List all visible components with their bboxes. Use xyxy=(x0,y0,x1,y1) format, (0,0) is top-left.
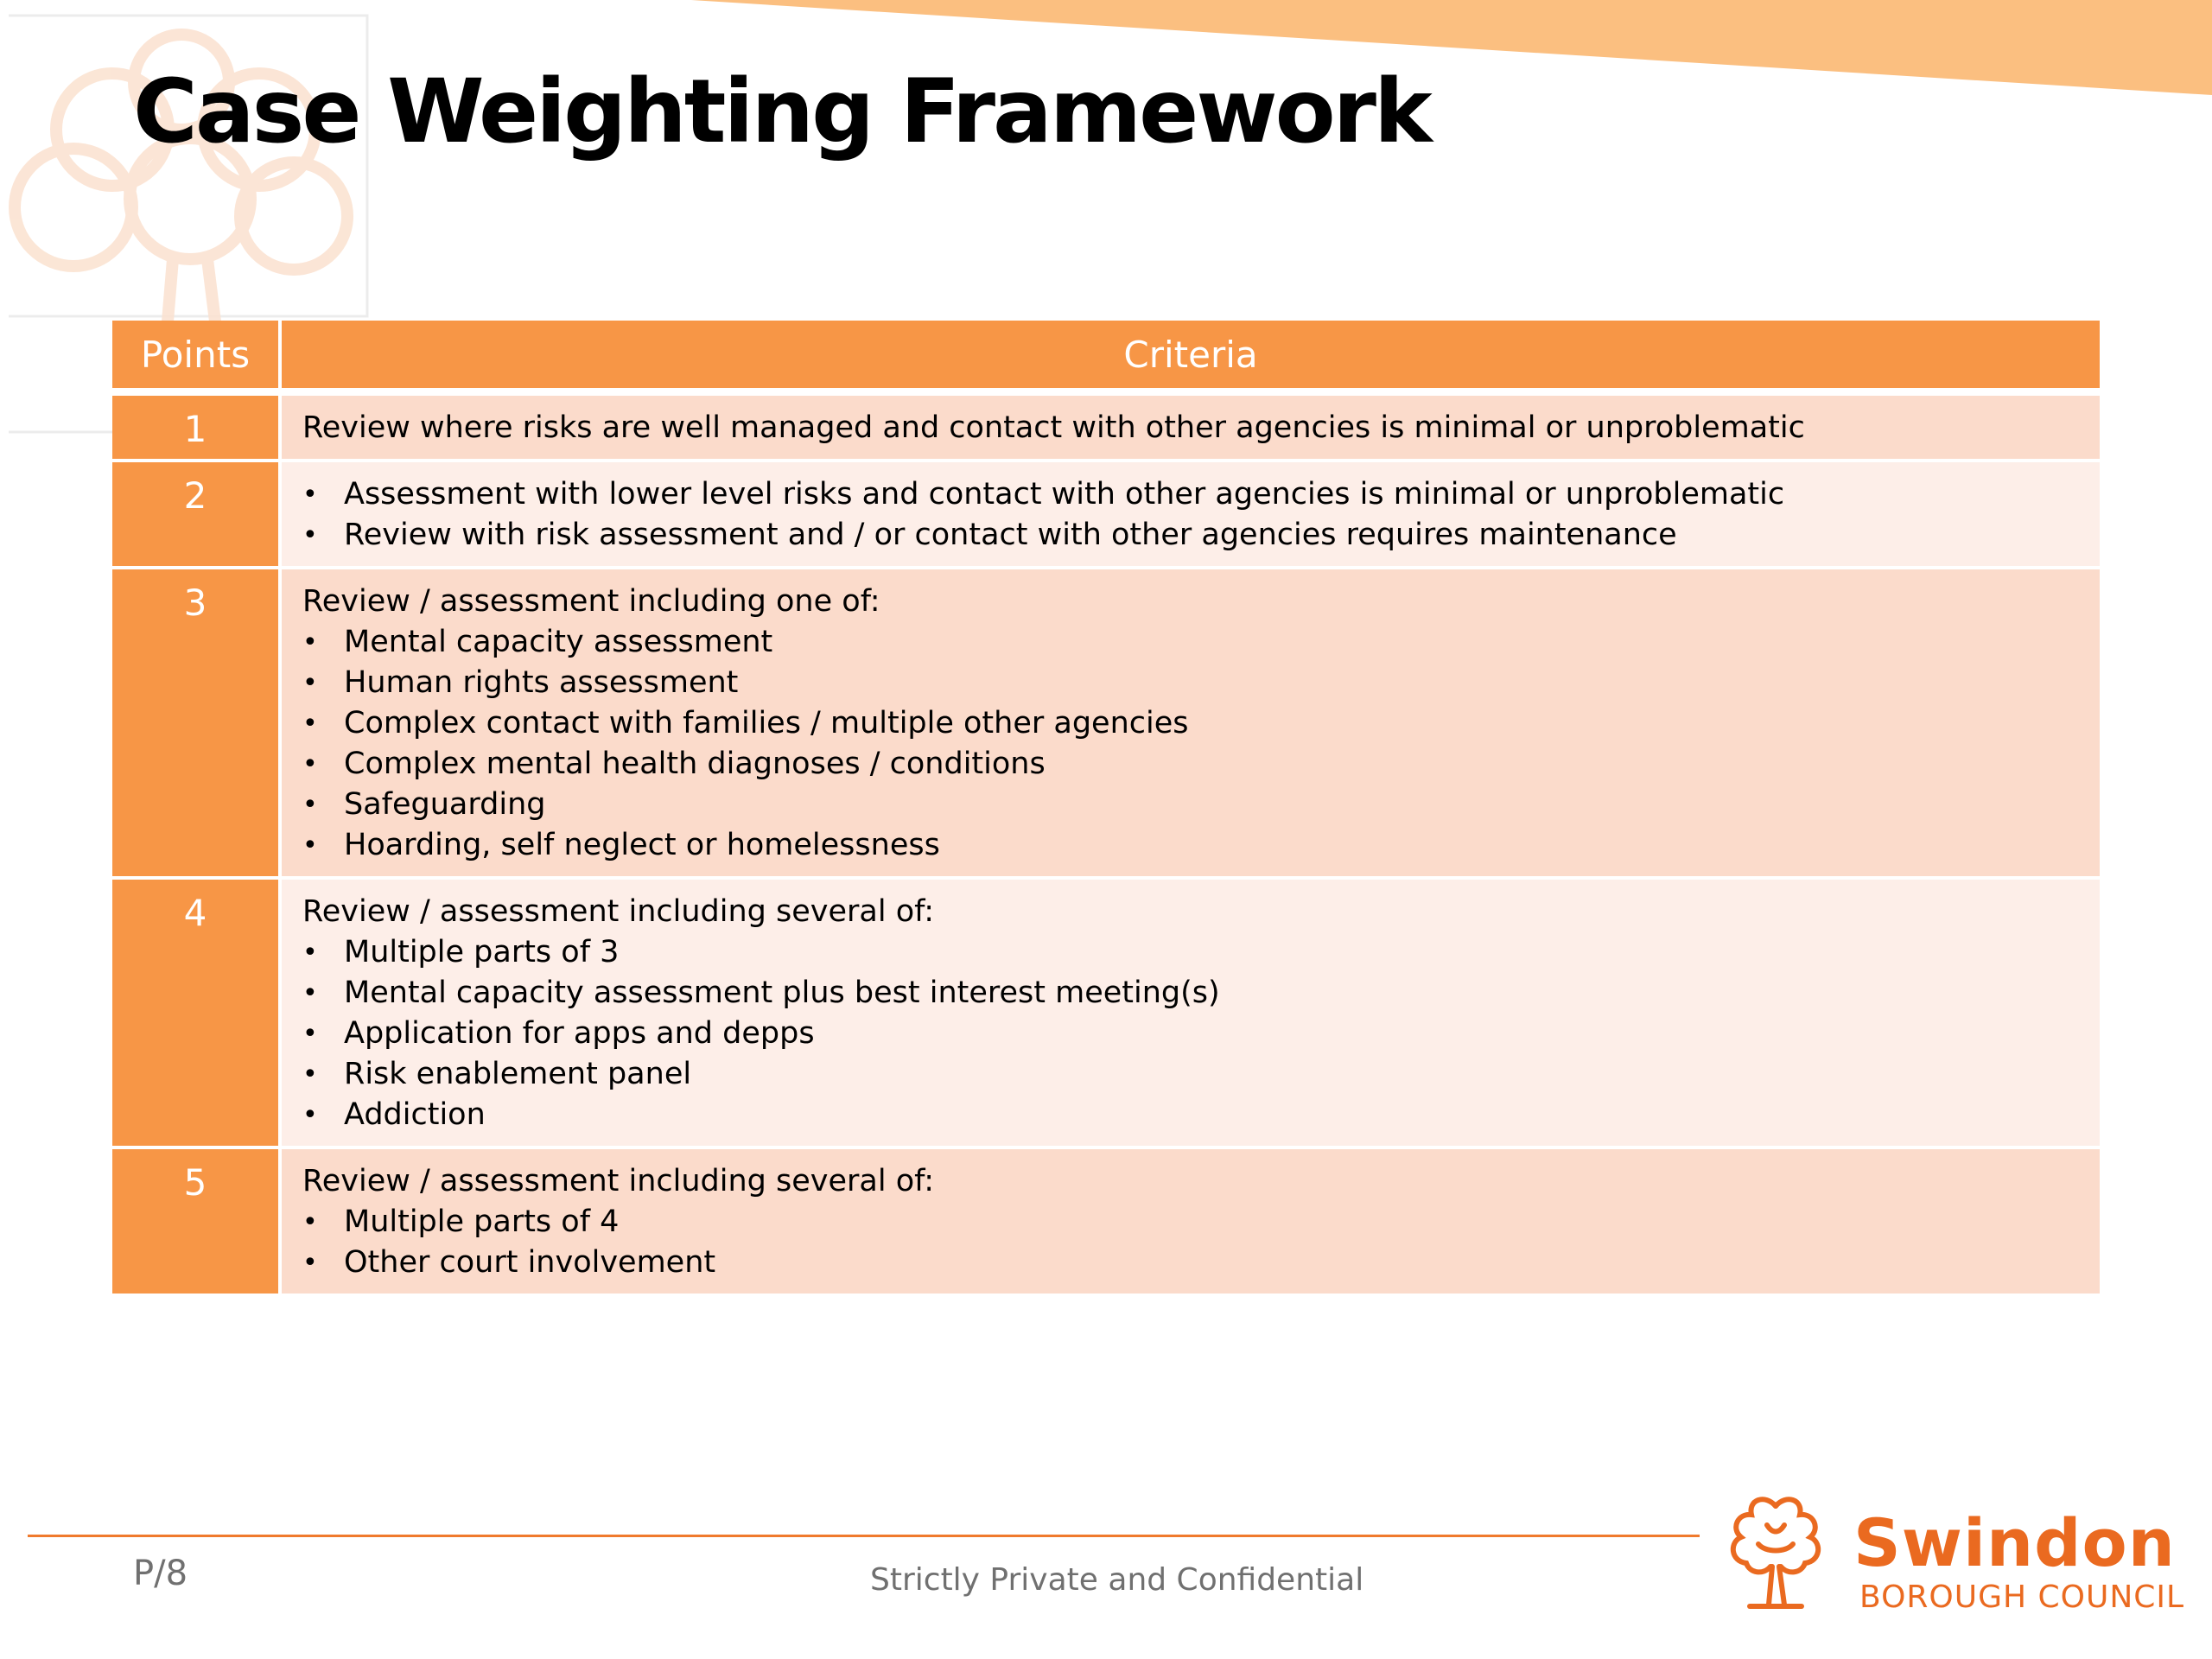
list-item: • Mental capacity assessment xyxy=(302,622,2079,663)
points-value: 5 xyxy=(112,1149,282,1297)
list-item: • Multiple parts of 4 xyxy=(302,1202,2079,1243)
points-value: 4 xyxy=(112,880,282,1149)
points-value: 1 xyxy=(112,396,282,462)
criteria-cell xyxy=(282,396,2100,462)
list-item: • Risk enablement panel xyxy=(302,1054,2079,1095)
criteria-list xyxy=(302,932,2079,1135)
criteria-header: Criteria xyxy=(282,321,2100,396)
confidentiality-notice: Strictly Private and Confidential xyxy=(870,1562,1364,1598)
criteria-lead: Review where risks are well managed and contact with other agencies is minimal or unproblematic xyxy=(302,410,1805,445)
criteria-lead: Review / assessment including several of: xyxy=(302,894,935,929)
criteria-list xyxy=(302,1202,2079,1283)
criteria-cell xyxy=(282,880,2100,1149)
points-value: 3 xyxy=(112,569,282,880)
logo-name: Swindon xyxy=(1853,1504,2176,1581)
list-item: • Human rights assessment xyxy=(302,663,2079,703)
criteria-cell xyxy=(282,569,2100,880)
criteria-lead: Review / assessment including one of: xyxy=(302,584,880,619)
list-item: • Mental capacity assessment plus best interest meeting(s) xyxy=(302,973,2079,1014)
table-row xyxy=(112,880,2100,1149)
logo-subtitle: BOROUGH COUNCIL xyxy=(1859,1580,2185,1615)
criteria-cell xyxy=(282,462,2100,569)
points-value: 2 xyxy=(112,462,282,569)
criteria-cell xyxy=(282,1149,2100,1297)
table-header-row xyxy=(112,321,2100,396)
list-item: • Addiction xyxy=(302,1095,2079,1135)
list-item: • Assessment with lower level risks and contact with other agencies is minimal or unproblematic xyxy=(302,474,2079,515)
page-title: Case Weighting Framework xyxy=(133,60,1430,163)
table-row xyxy=(112,569,2100,880)
list-item: • Other court involvement xyxy=(302,1243,2079,1283)
list-item: • Multiple parts of 3 xyxy=(302,932,2079,973)
oak-tree-icon xyxy=(1724,1491,1827,1616)
footer-divider xyxy=(28,1535,1700,1537)
criteria-lead: Review / assessment including several of: xyxy=(302,1164,935,1198)
list-item: • Hoarding, self neglect or homelessness xyxy=(302,825,2079,866)
criteria-list xyxy=(302,622,2079,866)
list-item: • Complex contact with families / multiple other agencies xyxy=(302,703,2079,744)
table-row xyxy=(112,1149,2100,1297)
council-logo xyxy=(1724,1491,2185,1620)
list-item: • Complex mental health diagnoses / conditions xyxy=(302,744,2079,785)
list-item: • Application for apps and depps xyxy=(302,1014,2079,1054)
page-number: P/8 xyxy=(133,1554,188,1593)
list-item: • Review with risk assessment and / or contact with other agencies requires maintenance xyxy=(302,515,2079,556)
list-item: • Safeguarding xyxy=(302,785,2079,825)
table-row xyxy=(112,396,2100,462)
case-weighting-table xyxy=(112,321,2100,1297)
table-row xyxy=(112,462,2100,569)
criteria-list xyxy=(302,474,2079,556)
points-header: Points xyxy=(112,321,282,396)
